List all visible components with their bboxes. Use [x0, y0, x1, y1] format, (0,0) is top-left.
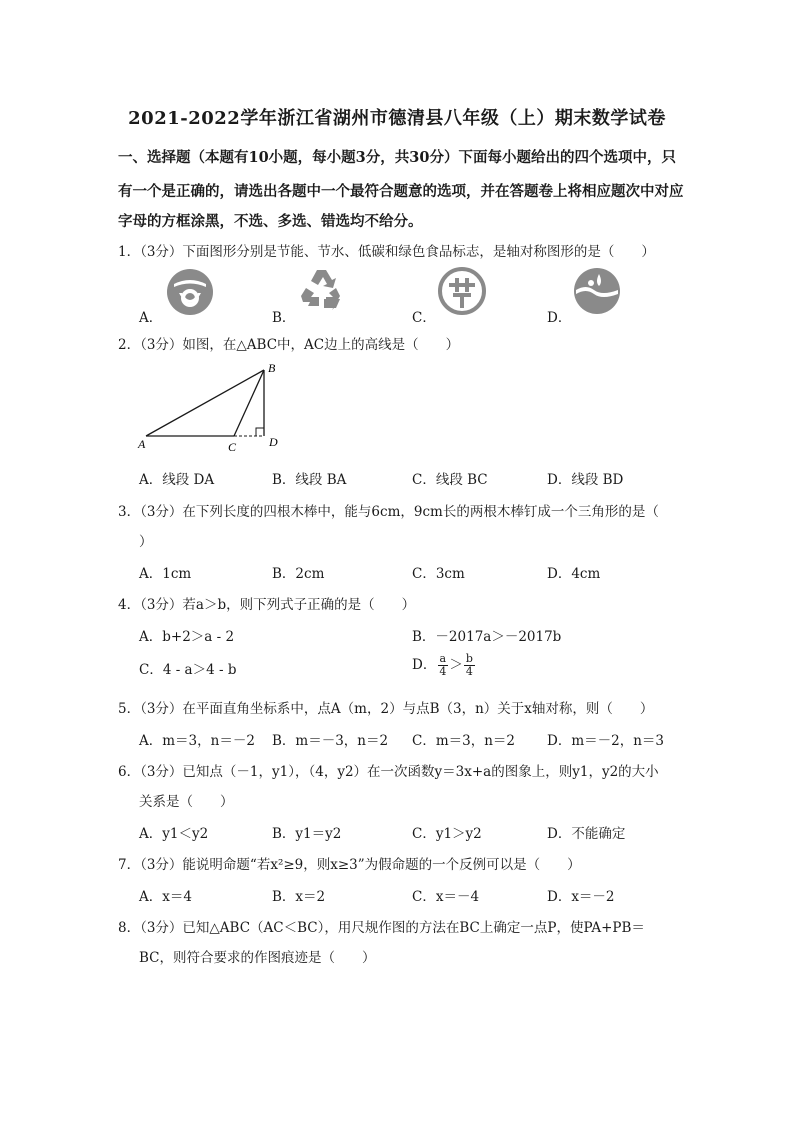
segment-bc	[234, 370, 264, 436]
q6-option-b: B．y1＝y2	[272, 826, 342, 842]
greater-than-sign: ＞	[449, 657, 463, 673]
q5-option-c: C．m＝3，n＝2	[412, 733, 516, 749]
fraction-b-over-4: $\frac{b}{4}$	[465, 652, 473, 678]
q6-option-a: A．y1＜y2	[139, 826, 209, 842]
q4-option-d	[412, 653, 476, 678]
q4-option-d-label: D．	[412, 657, 437, 673]
q5-option-d: D．m＝－2，n＝3	[547, 733, 664, 749]
q2-option-d: D．线段 BD	[547, 472, 624, 488]
q1-option-d: D．	[547, 310, 572, 326]
segment-ab	[146, 370, 264, 436]
label-c: C	[228, 440, 237, 454]
q7-option-c: C．x＝－4	[412, 889, 480, 905]
question-8-line1: 8．（3分）已知△ABC（AC＜BC），用尺规作图的方法在BC上确定一点P，使PA+PB＝	[118, 920, 645, 936]
label-d: D	[269, 435, 278, 449]
low-carbon-logo-icon	[437, 266, 487, 316]
q2-option-a: A．线段 DA	[139, 472, 215, 488]
q5-option-b: B．m＝－3，n＝2	[272, 733, 389, 749]
right-angle-mark	[256, 428, 264, 436]
q1-option-a: A．	[139, 310, 163, 326]
question-4: 4．（3分）若a＞b，则下列式子正确的是（ ）	[118, 597, 416, 613]
question-3-line2: ）	[139, 534, 153, 550]
q1-option-b: B．	[272, 310, 296, 326]
section-instructions-line3: 字母的方框涂黑，不选、多选、错选均不给分。	[118, 213, 423, 230]
q7-option-b: B．x＝2	[272, 889, 326, 905]
q2-option-c: C．线段 BC	[412, 472, 488, 488]
label-a: A	[138, 437, 146, 451]
page-title: 2021-2022学年浙江省湖州市德清县八年级（上）期末数学试卷	[128, 108, 666, 129]
q4-option-c: C．4 - a＞4 - b	[139, 662, 237, 678]
q4-option-b: B．－2017a＞－2017b	[412, 629, 562, 645]
recycle-logo-icon	[296, 266, 346, 316]
q1-option-c: C．	[412, 310, 436, 326]
label-b: B	[268, 361, 276, 375]
q6-option-c: C．y1＞y2	[412, 826, 482, 842]
triangle-abc-figure	[134, 360, 294, 455]
q2-option-b: B．线段 BA	[272, 472, 347, 488]
q7-option-d: D．x＝－2	[547, 889, 615, 905]
q3-option-d: D．4cm	[547, 566, 601, 582]
q7-option-a: A．x＝4	[139, 889, 192, 905]
question-6-line1: 6．（3分）已知点（－1，y1），（4，y2）在一次函数y＝3x+a的图象上，则y1，y2的大小	[118, 764, 659, 780]
question-1: 1．（3分）下面图形分别是节能、节水、低碳和绿色食品标志，是轴对称图形的是（ ）	[118, 244, 655, 260]
section-instructions-line1: 一、选择题（本题有10小题，每小题3分，共30分）下面每小题给出的四个选项中，只	[118, 149, 676, 166]
q6-option-d: D．不能确定	[547, 826, 626, 842]
question-3-line1: 3．（3分）在下列长度的四根木棒中，能与6cm，9cm长的两根木棒钉成一个三角形的是（	[118, 504, 659, 520]
question-8-line2: BC，则符合要求的作图痕迹是（ ）	[139, 950, 376, 966]
question-5: 5．（3分）在平面直角坐标系中，点A（m，2）与点B（3，n）关于x轴对称，则（ ）	[118, 701, 654, 717]
question-2: 2．（3分）如图，在△ABC中，AC边上的高线是（ ）	[118, 337, 460, 353]
q3-option-b: B．2cm	[272, 566, 325, 582]
energy-saving-logo-icon	[165, 267, 215, 317]
q3-option-a: A．1cm	[139, 566, 192, 582]
q5-option-a: A．m＝3，n＝－2	[139, 733, 255, 749]
question-6-line2: 关系是（ ）	[139, 794, 234, 810]
section-instructions-line2: 有一个是正确的，请选出各题中一个最符合题意的选项，并在答题卷上将相应题次中对应	[118, 183, 684, 200]
green-food-logo-icon	[572, 266, 622, 316]
q4-option-a: A．b+2＞a - 2	[139, 629, 235, 645]
fraction-a-over-4: $\frac{a}{4}$	[439, 652, 447, 678]
question-7: 7．（3分）能说明命题“若x²≥9，则x≥3”为假命题的一个反例可以是（ ）	[118, 857, 581, 873]
q3-option-c: C．3cm	[412, 566, 465, 582]
